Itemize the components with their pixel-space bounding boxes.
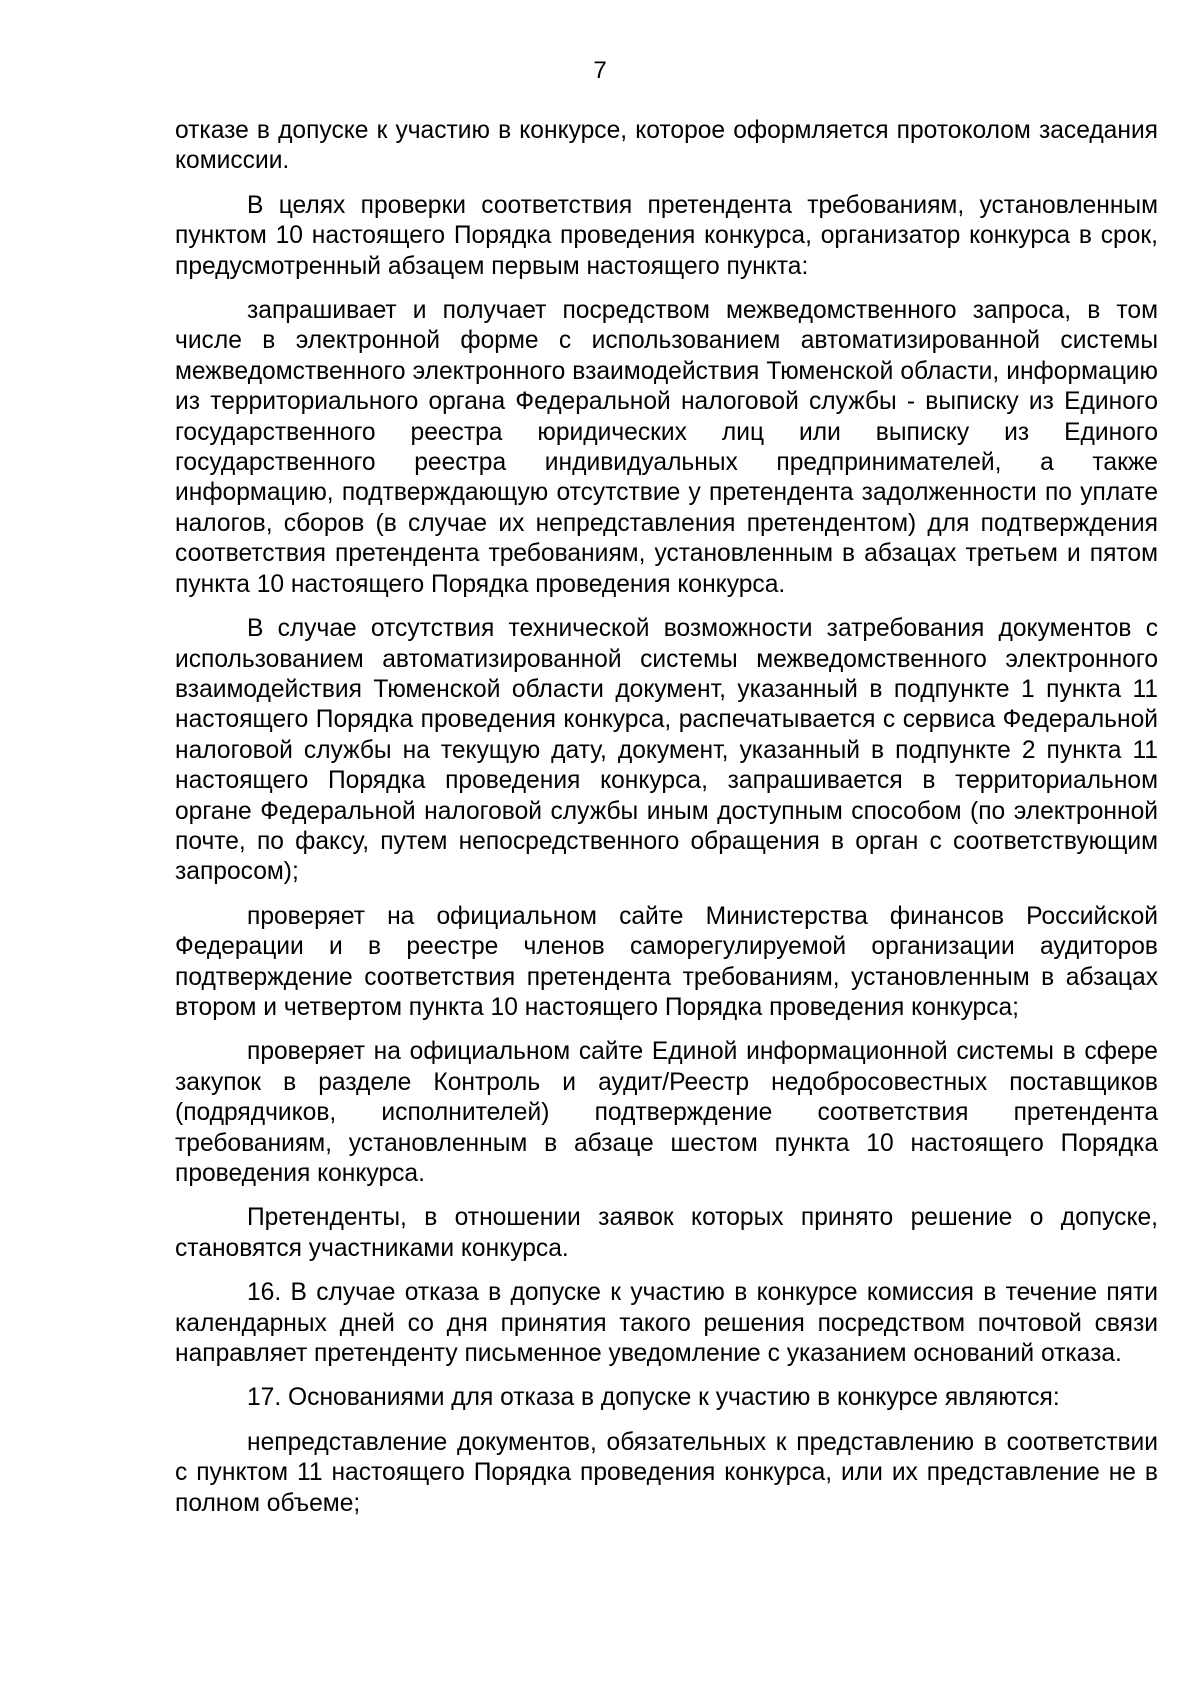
paragraph-no-technical-capability: В случае отсутствия технической возможности затребования документов с использованием автоматизированной системы межведомственного электронного взаимодействия Тюменской области документ, указанный в подпункте 1 пункта 11 настоящего Порядка проведения конкурса, распечатывается с сервиса Федеральной налоговой службы на текущую дату, документ, указанный в подпункте 2 пункта 11 настоящего Порядка проведения конкурса, запрашивается в территориальном органе Федеральной налоговой службы иным доступным способом (по электронной почте, по факсу, путем непосредственного обращения в орган с соответствующим запросом); — [175, 615, 1158, 886]
paragraph-participants: Претенденты, в отношении заявок которых принято решение о допуске, становятся участниками конкурса. — [175, 1204, 1158, 1262]
paragraph-verification-purpose: В целях проверки соответствия претендента требованиям, установленным пунктом 10 настоящего Порядка проведения конкурса, организатор конкурса в срок, предусмотренный абзацем первым настоящего пункта: — [175, 191, 1158, 280]
paragraph-rejection-ground-1: непредставление документов, обязательных к представлению в соответствии с пунктом 11 настоящего Порядка проведения конкурса, или их представление не в полном объеме; — [175, 1428, 1158, 1517]
document-body — [175, 116, 1158, 1533]
paragraph-item-17: 17. Основаниями для отказа в допуске к участию в конкурсе являются: — [247, 1384, 1060, 1412]
paragraph-procurement-registry-check: проверяет на официальном сайте Единой информационной системы в сфере закупок в разделе Контроль и аудит/Реестр недобросовестных поставщиков (подрядчиков, исполнителей) подтверждение соответствия претендента требованиям, установленным в абзаце шестом пункта 10 настоящего Порядка проведения конкурса. — [175, 1038, 1158, 1187]
paragraph-minfin-check: проверяет на официальном сайте Министерства финансов Российской Федерации и в реестре членов саморегулируемой организации аудиторов подтверждение соответствия претендента требованиям, установленным в абзацах втором и четвертом пункта 10 настоящего Порядка проведения конкурса; — [175, 902, 1158, 1021]
paragraph-continuation: отказе в допуске к участию в конкурсе, которое оформляется протоколом заседания комиссии. — [175, 117, 1158, 175]
paragraph-item-16: 16. В случае отказа в допуске к участию в конкурсе комиссия в течение пяти календарных дней со дня принятия такого решения посредством почтовой связи направляет претенденту письменное уведомление с указанием оснований отказа. — [175, 1279, 1158, 1368]
page-number: 7 — [593, 57, 607, 84]
paragraph-interagency-request: запрашивает и получает посредством межведомственного запроса, в том числе в электронной форме с использованием автоматизированной системы межведомственного электронного взаимодействия Тюменской области, информацию из территориального органа Федеральной налоговой службы - выписку из Единого государственного реестра юридических лиц или выписку из Единого государственного реестра индивидуальных предпринимателей, а также информацию, подтверждающую отсутствие у претендента задолженности по уплате налогов, сборов (в случае их непредставления претендентом) для подтверждения соответствия претендента требованиям, установленным в абзацах третьем и пятом пункта 10 настоящего Порядка проведения конкурса. — [175, 297, 1158, 598]
